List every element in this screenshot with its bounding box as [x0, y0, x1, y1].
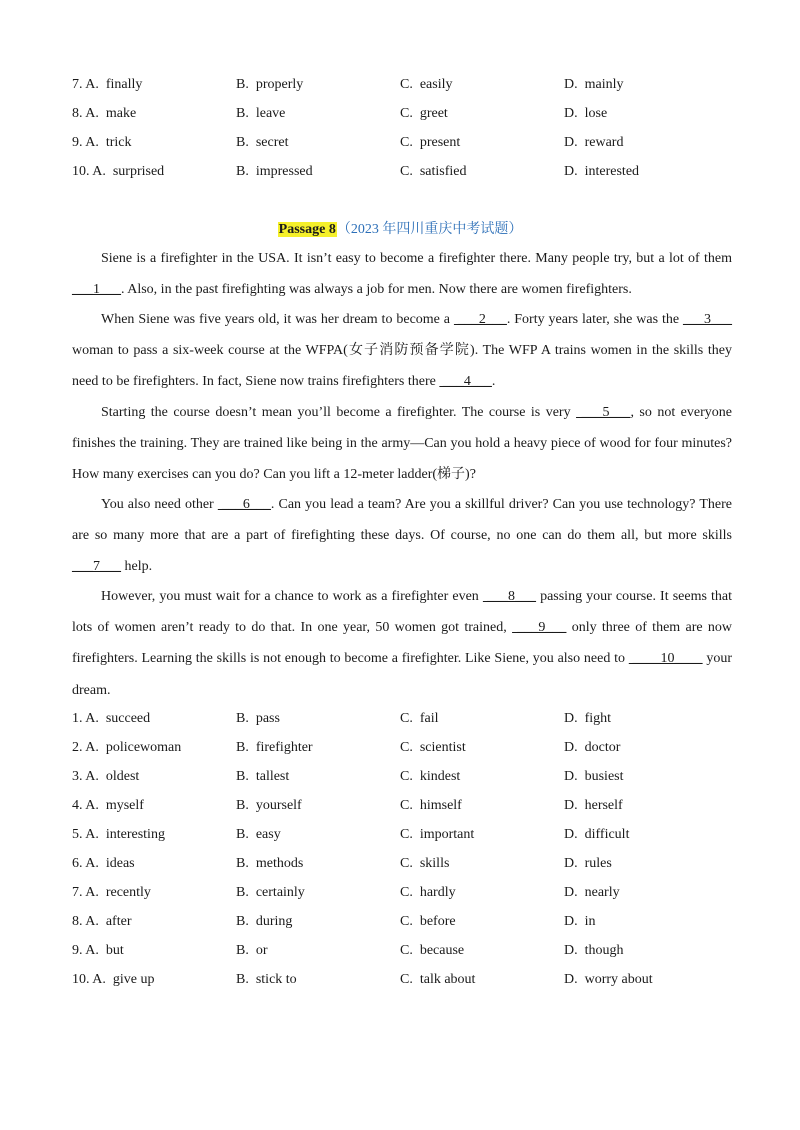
option-d: D. mainly — [564, 77, 624, 92]
option-c: C. hardly — [400, 885, 456, 900]
paragraph-4: You also need other ___6___. Can you lead a team? Are you a skillful driver? Can you use technology? There are so many more that are a part of firefighting these days. Of course, no one can do them all, but more skills ___7___ help. — [72, 497, 732, 575]
option-row-10 — [72, 970, 752, 990]
passage-source: （2023 年四川重庆中考试题） — [336, 222, 523, 237]
paragraph-2: When Siene was five years old, it was her dream to become a ___2___. Forty years later, she was the ___3___ woman to pass a six-week course at the WFPA(女子消防预备学院). The WFP A trains women in the skills they need to be firefighters. In fact, Siene now trains firefighters there ___4___. — [72, 312, 732, 390]
option-a: 8. A. after — [72, 914, 132, 929]
option-d: D. difficult — [564, 827, 630, 842]
option-d: D. fight — [564, 711, 612, 726]
option-d: D. though — [564, 943, 624, 958]
option-b: B. tallest — [236, 769, 290, 784]
option-d: D. interested — [564, 164, 640, 179]
option-b: B. methods — [236, 856, 304, 871]
option-a: 10. A. give up — [72, 972, 155, 987]
option-d: D. busiest — [564, 769, 624, 784]
option-d: D. nearly — [564, 885, 620, 900]
option-d: D. reward — [564, 135, 624, 150]
option-a: 6. A. ideas — [72, 856, 135, 871]
option-b: B. certainly — [236, 885, 305, 900]
option-d: D. in — [564, 914, 596, 929]
blank-2: ___2___ — [453, 312, 507, 327]
blank-10: ____10____ — [628, 651, 703, 667]
blank-7: ___7___ — [72, 559, 121, 575]
prev-option-row-9 — [72, 133, 752, 153]
option-c: C. satisfied — [400, 164, 467, 179]
option-d: D. rules — [564, 856, 612, 871]
option-b: B. stick to — [236, 972, 297, 987]
option-c: C. himself — [400, 798, 462, 813]
option-a: 5. A. interesting — [72, 827, 165, 842]
prev-option-row-10 — [72, 162, 752, 182]
option-c: C. skills — [400, 856, 450, 871]
option-a: 2. A. policewoman — [72, 740, 182, 755]
option-row-5 — [72, 825, 752, 845]
option-a: 10. A. surprised — [72, 164, 165, 179]
option-b: B. firefighter — [236, 740, 313, 755]
option-c: C. important — [400, 827, 475, 842]
blank-9: ___9___ — [512, 620, 567, 636]
paragraph-5: However, you must wait for a chance to work as a firefighter even ___8___ passing your course. It seems that lots of women aren’t ready to do that. In one year, 50 women got trained, ___9___ only three of them are now firefighters. Learning the skills is not enough to become a firefighter. Like Siene, you also need to ____10____ your dream. — [72, 589, 733, 698]
option-row-8 — [72, 912, 752, 932]
option-row-4 — [72, 796, 752, 816]
option-d: D. herself — [564, 798, 623, 813]
option-a: 9. A. trick — [72, 135, 132, 150]
blank-1: ___1___ — [72, 282, 121, 298]
option-a: 7. A. recently — [72, 885, 151, 900]
option-c: C. before — [400, 914, 456, 929]
option-row-9 — [72, 941, 752, 961]
option-b: B. during — [236, 914, 293, 929]
passage-label: Passage 8 — [278, 222, 336, 237]
option-b: B. pass — [236, 711, 280, 726]
option-d: D. worry about — [564, 972, 653, 987]
option-d: D. doctor — [564, 740, 621, 755]
option-a: 7. A. finally — [72, 77, 143, 92]
option-c: C. scientist — [400, 740, 466, 755]
option-b: B. easy — [236, 827, 281, 842]
option-b: B. or — [236, 943, 268, 958]
blank-5: ___5___ — [576, 405, 631, 420]
prev-option-row-7 — [72, 75, 752, 95]
option-a: 4. A. myself — [72, 798, 144, 813]
option-c: C. present — [400, 135, 461, 150]
option-b: B. secret — [236, 135, 289, 150]
option-a: 1. A. succeed — [72, 711, 151, 726]
prev-option-row-8 — [72, 104, 752, 124]
option-b: B. yourself — [236, 798, 302, 813]
option-c: C. fail — [400, 711, 439, 726]
option-c: C. greet — [400, 106, 448, 121]
blank-8: ___8___ — [482, 589, 536, 604]
blank-6: ___6___ — [217, 497, 271, 512]
option-row-3 — [72, 767, 752, 787]
option-row-7 — [72, 883, 752, 903]
option-c: C. kindest — [400, 769, 461, 784]
option-b: B. impressed — [236, 164, 313, 179]
option-b: B. leave — [236, 106, 286, 121]
option-d: D. lose — [564, 106, 608, 121]
option-c: C. easily — [400, 77, 453, 92]
blank-4: ___4___ — [439, 374, 492, 390]
passage-title — [0, 220, 800, 240]
option-row-6 — [72, 854, 752, 874]
option-a: 9. A. but — [72, 943, 124, 958]
option-c: C. because — [400, 943, 465, 958]
option-row-1 — [72, 709, 752, 729]
paragraph-3: Starting the course doesn’t mean you’ll become a firefighter. The course is very ___5___, so not everyone finishes the training. They are trained like being in the army—Can you hold a heavy piece of wood for four minutes? How many exercises can you do? Can you lift a 12-meter ladder(梯子)? — [72, 405, 732, 483]
option-a: 3. A. oldest — [72, 769, 140, 784]
option-row-2 — [72, 738, 752, 758]
paragraph-1: Siene is a firefighter in the USA. It isn’t easy to become a firefighter there. Many people try, but a lot of them ___1___. Also, in the past firefighting was always a job for men. Now there are women firefighters. — [72, 251, 732, 298]
blank-3: ___3___ — [683, 312, 732, 327]
option-a: 8. A. make — [72, 106, 137, 121]
option-b: B. properly — [236, 77, 304, 92]
option-c: C. talk about — [400, 972, 476, 987]
